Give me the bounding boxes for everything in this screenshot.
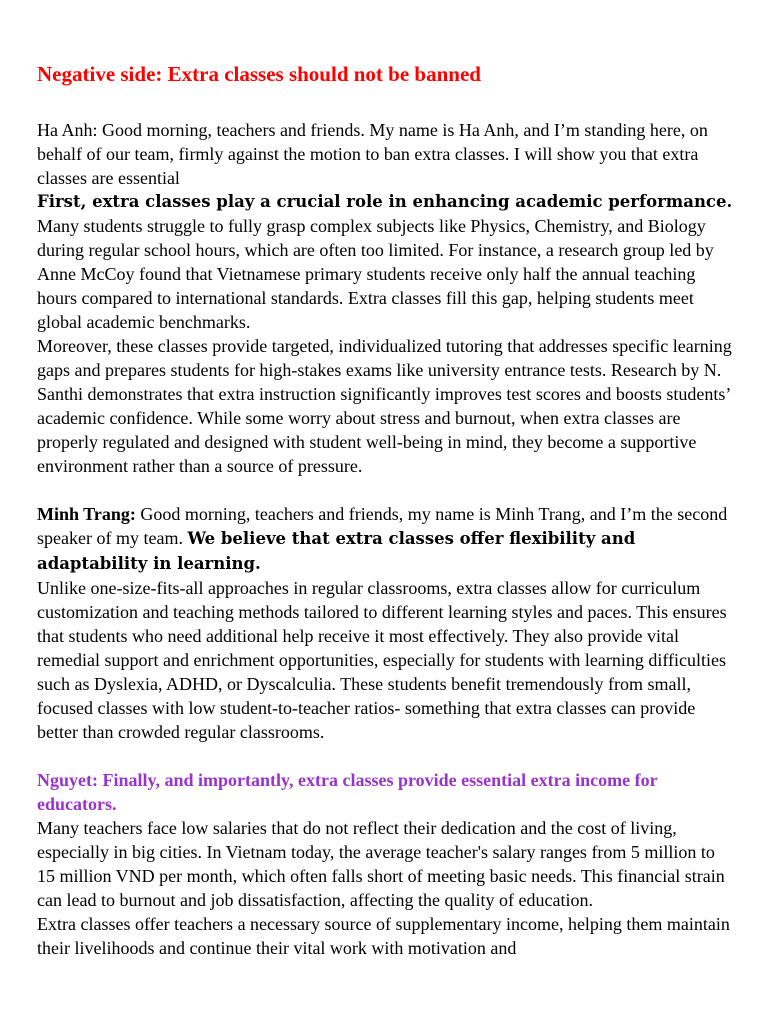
- minh-trang-speaker-name: Minh Trang:: [37, 504, 136, 524]
- minh-trang-intro-paragraph: [37, 502, 737, 576]
- ha-anh-section: [37, 118, 737, 478]
- section-spacer: [37, 744, 737, 768]
- minh-trang-intro: Good morning, teachers and friends, my name is Minh Trang, and I’m the second speaker of my team.: [37, 504, 728, 548]
- ha-anh-intro: Ha Anh: Good morning, teachers and friends. My name is Ha Anh, and I’m standing here, on behalf of our team, firmly against the motion to ban extra classes. I will show you that extra classes are essential: [37, 120, 708, 188]
- minh-trang-paragraph: Unlike one-size-fits-all approaches in regular classrooms, extra classes allow for curriculum customization and teaching methods tailored to different learning styles and paces. This ensures that students who need additional help receive it most effectively. They also provide vital remedial support and enrichment opportunities, especially for students with learning difficulties such as Dyslexia, ADHD, or Dyscalculia. These students benefit tremendously from small, focused classes with low student-to-teacher ratios- something that extra classes can provide better than crowded regular classrooms.: [37, 578, 727, 742]
- ha-anh-paragraph-1: Many students struggle to fully grasp complex subjects like Physics, Chemistry, and Biology during regular school hours, which are often too limited. For instance, a research group led by Anne McCoy found that Vietnamese primary students receive only half the annual teaching hours compared to international standards. Extra classes fill this gap, helping students meet global academic benchmarks.: [37, 216, 714, 332]
- minh-trang-section: [37, 502, 737, 744]
- nguyet-heading: Nguyet: Finally, and importantly, extra classes provide essential extra income for educators.: [37, 770, 658, 814]
- section-spacer: [37, 478, 737, 502]
- nguyet-section: [37, 768, 737, 960]
- document-title: Negative side: Extra classes should not be banned: [37, 62, 481, 86]
- document-page: [37, 60, 737, 960]
- nguyet-paragraph-2: Extra classes offer teachers a necessary source of supplementary income, helping them maintain their livelihoods and continue their vital work with motivation and: [37, 914, 730, 958]
- nguyet-paragraph-1: Many teachers face low salaries that do not reflect their dedication and the cost of living, especially in big cities. In Vietnam today, the average teacher's salary ranges from 5 million to 15 million VND per month, which often falls short of meeting basic needs. This financial strain can lead to burnout and job dissatisfaction, affecting the quality of education.: [37, 818, 725, 910]
- ha-anh-paragraph-2: Moreover, these classes provide targeted, individualized tutoring that addresses specific learning gaps and prepares students for high-stakes exams like university entrance tests. Research by N. Santhi demonstrates that extra instruction significantly improves test scores and boosts students’ academic confidence. While some worry about stress and burnout, when extra classes are properly regulated and designed with student well-being in mind, they become a supportive environment rather than a source of pressure.: [37, 336, 732, 476]
- minh-trang-point-heading: We believe that extra classes offer flexibility and adaptability in learning.: [37, 529, 636, 573]
- ha-anh-point-heading: First, extra classes play a crucial role in enhancing academic performance.: [37, 192, 733, 211]
